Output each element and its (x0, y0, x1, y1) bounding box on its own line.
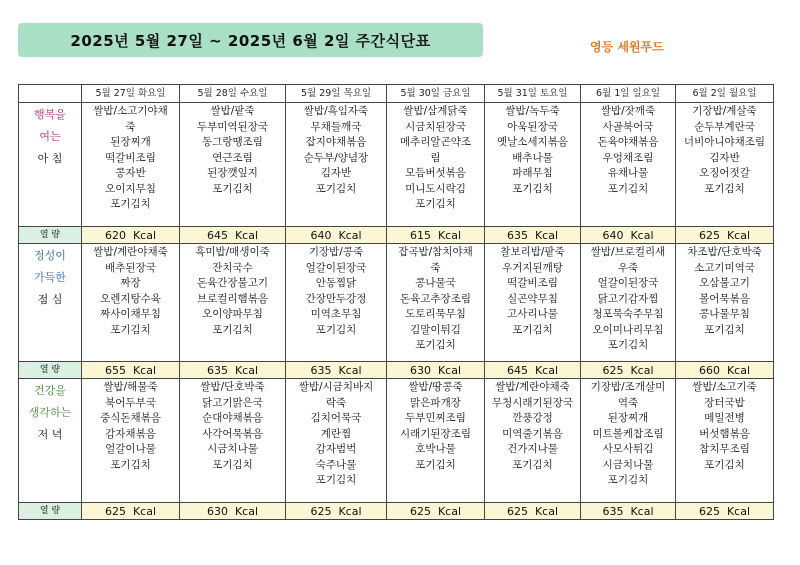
dish-item: 배추된장국 (105, 261, 156, 274)
menu-cell (676, 244, 774, 362)
dish-item: 간장만두강정 (305, 292, 367, 305)
kcal-value: 625 Kcal (485, 503, 581, 520)
menu-cell (676, 379, 774, 503)
day-header: 5월 27일 화요일 (82, 85, 180, 103)
dish-item: 파래무침 (512, 167, 553, 179)
dish-item: 포기김치 (607, 339, 649, 351)
kcal-label: 열 량 (19, 227, 82, 244)
dish-item: 실곤약무침 (507, 292, 558, 305)
dish-item: 돈육간장불고기 (196, 277, 268, 289)
dish-item: 잡곡밥/참치야채 (398, 246, 473, 258)
dish-item: 포기김치 (704, 182, 745, 195)
dish-item: 쌀밥/계란야채죽 (93, 246, 168, 258)
dish-item: 메밀전병 (704, 412, 745, 424)
dish-item: 된장깻잎지 (207, 167, 258, 179)
dish-item: 포기김치 (315, 474, 357, 486)
dish-item: 미트볼케찹조림 (592, 427, 664, 440)
dish-item: 쌀밥/땅콩죽 (408, 381, 463, 393)
dish-item: 장터국밥 (704, 396, 745, 409)
dish-item: 림 (430, 151, 441, 164)
dish-item: 포기김치 (607, 182, 649, 195)
meal-label-line: 가득한 (34, 271, 66, 284)
menu-cell (676, 103, 774, 227)
dish-item: 콩나물국 (415, 277, 456, 289)
company-name: 영등 세원푸드 (590, 40, 664, 54)
dish-item: 도토리묵무침 (405, 308, 466, 320)
kcal-value: 635 Kcal (581, 503, 676, 520)
dish-item: 잔치국수 (212, 261, 253, 274)
dish-item: 기장밥/콩죽 (308, 246, 364, 258)
menu-cell (180, 244, 286, 362)
dish-item: 포기김치 (110, 198, 151, 210)
dish-item: 북어두부국 (105, 396, 156, 409)
dish-item: 쌀밥/녹두죽 (505, 105, 560, 117)
dish-item: 두부미역된장국 (196, 120, 268, 133)
kcal-value: 630 Kcal (387, 362, 485, 379)
kcal-value: 630 Kcal (180, 503, 286, 520)
dish-item: 호박나물 (415, 443, 456, 455)
dish-item: 기장밥/조개살미 (590, 381, 666, 393)
menu-cell (286, 244, 387, 362)
kcal-value: 655 Kcal (82, 362, 180, 379)
dish-item: 포기김치 (212, 182, 253, 195)
dish-item: 포기김치 (607, 474, 649, 486)
dish-item: 포기김치 (415, 339, 456, 351)
menu-cell (82, 103, 180, 227)
dish-item: 우엉채조림 (602, 151, 654, 164)
kcal-value: 640 Kcal (581, 227, 676, 244)
dish-item: 짜장 (120, 277, 141, 289)
menu-cell (387, 379, 485, 503)
dish-item: 포기김치 (704, 458, 745, 471)
dish-item: 순두부/양념장 (303, 151, 369, 164)
kcal-value: 615 Kcal (387, 227, 485, 244)
dish-item: 쌀밥/소고기야채 (93, 105, 168, 117)
dish-item: 오렌지탕수육 (100, 292, 161, 305)
day-header: 5월 29일 목요일 (286, 85, 387, 103)
dish-item: 콩자반 (115, 167, 146, 179)
kcal-value: 625 Kcal (676, 503, 774, 520)
dish-item: 떡갈비조림 (507, 277, 558, 289)
dish-item: 배추나물 (512, 151, 553, 164)
kcal-row (19, 503, 774, 520)
dish-item: 미니도시락김 (405, 182, 466, 195)
meal-label-line: 행복을 (34, 108, 66, 121)
dish-item: 숙주나물 (315, 458, 357, 471)
dish-item: 역죽 (617, 396, 639, 409)
kcal-label: 열 량 (19, 503, 82, 520)
dish-item: 소고기미역국 (694, 261, 755, 274)
dish-item: 감자채볶음 (105, 427, 156, 440)
dish-item: 미역줄기볶음 (502, 427, 563, 440)
menu-cell (180, 379, 286, 503)
dish-item: 시래기된장조림 (399, 427, 471, 440)
dish-item: 된장찌개 (607, 412, 649, 424)
meal-label (19, 244, 82, 362)
meal-row (19, 103, 774, 227)
dish-item: 쌀밥/소고기죽 (692, 381, 757, 393)
menu-cell (581, 379, 676, 503)
dish-item: 떡갈비조림 (105, 151, 156, 164)
meal-label-line: 점 심 (37, 293, 63, 306)
kcal-row (19, 362, 774, 379)
dish-item: 짜사이채무침 (100, 308, 161, 320)
dish-item: 순두부계란국 (694, 120, 755, 133)
kcal-value: 625 Kcal (82, 503, 180, 520)
menu-cell (485, 103, 581, 227)
dish-item: 쌀밥/해물죽 (103, 381, 158, 393)
menu-cell (485, 244, 581, 362)
meal-label-line: 정성이 (34, 249, 66, 262)
kcal-value: 635 Kcal (286, 362, 387, 379)
kcal-value: 635 Kcal (485, 227, 581, 244)
dish-item: 순대야채볶음 (202, 412, 263, 424)
dish-item: 오징어젓갈 (699, 167, 750, 179)
dish-item: 오이미나리무침 (592, 323, 664, 336)
dish-item: 쌀밥/흑임자죽 (303, 105, 369, 117)
meal-label-line: 생각하는 (28, 406, 72, 419)
dish-item: 차조밥/단호박죽 (687, 246, 762, 258)
dish-item: 포기김치 (212, 458, 253, 471)
dish-item: 포기김치 (512, 323, 553, 336)
dish-item: 동그랑땡조림 (202, 136, 263, 148)
dish-item: 얼갈이된장국 (597, 277, 659, 289)
dish-item: 유채나물 (607, 167, 649, 179)
dish-item: 시금치나물 (602, 458, 654, 471)
dish-item: 감자범벅 (315, 443, 357, 455)
menu-cell (82, 379, 180, 503)
menu-cell (286, 103, 387, 227)
kcal-value: 625 Kcal (286, 503, 387, 520)
dish-item: 맑은파개장 (410, 396, 461, 409)
dish-item: 포기김치 (704, 323, 745, 336)
dish-item: 김치어묵국 (310, 412, 362, 424)
dish-item: 연근조림 (212, 151, 253, 164)
dish-item: 계란찜 (320, 427, 352, 440)
dish-item: 버섯햄볶음 (699, 427, 750, 440)
dish-item: 돈육야채볶음 (597, 136, 659, 148)
dish-item: 시금치된장국 (405, 120, 466, 133)
meal-row (19, 244, 774, 362)
dish-item: 우죽 (617, 261, 639, 274)
corner-cell (19, 85, 82, 103)
dish-item: 김자반 (320, 167, 352, 179)
day-header: 5월 30일 금요일 (387, 85, 485, 103)
kcal-value: 645 Kcal (485, 362, 581, 379)
kcal-value: 640 Kcal (286, 227, 387, 244)
dish-item: 쌀밥/브로컬리새 (590, 246, 666, 258)
dish-item: 오이지무침 (105, 182, 156, 195)
dish-item: 너비아니야채조림 (683, 136, 766, 148)
day-header-row (19, 85, 774, 103)
menu-cell (485, 379, 581, 503)
dish-item: 메추리알곤약조 (399, 136, 471, 148)
kcal-value: 635 Kcal (180, 362, 286, 379)
kcal-label: 열 량 (19, 362, 82, 379)
dish-item: 쌀밥/단호박죽 (200, 381, 265, 393)
dish-item: 포기김치 (415, 198, 456, 210)
dish-item: 쌀밥/시금치바지 (298, 381, 374, 393)
dish-item: 깐풍강정 (512, 412, 553, 424)
kcal-value: 625 Kcal (387, 503, 485, 520)
weekly-menu-table (18, 84, 774, 520)
meal-label-line: 여는 (39, 130, 61, 143)
dish-item: 포기김치 (315, 323, 357, 336)
dish-item: 찰보리밥/팥죽 (500, 246, 565, 258)
dish-item: 청포묵숙주무침 (592, 308, 664, 320)
dish-item: 오이양파무침 (202, 308, 263, 320)
dish-item: 기장밥/계살죽 (692, 105, 757, 117)
dish-item: 참치무조림 (699, 443, 750, 455)
dish-item: 쌀밥/삼계닭죽 (403, 105, 468, 117)
dish-item: 콩나물무침 (699, 308, 750, 320)
kcal-row (19, 227, 774, 244)
dish-item: 사골북어국 (602, 120, 654, 133)
dish-item: 사모사튀김 (602, 443, 654, 455)
dish-item: 건가지나물 (507, 443, 558, 455)
dish-item: 두부민찌조림 (405, 412, 466, 424)
dish-item: 포기김치 (110, 323, 151, 336)
dish-item: 우거지된깨탕 (502, 261, 563, 274)
meal-label-line: 건강을 (34, 384, 66, 397)
dish-item: 모듬버섯볶음 (405, 167, 466, 179)
dish-item: 얼갈이된장국 (305, 261, 367, 274)
meal-label (19, 379, 82, 503)
dish-item: 무채들깨국 (310, 120, 362, 133)
dish-item: 무청시래기된장국 (491, 396, 574, 409)
dish-item: 오삼불고기 (699, 277, 750, 289)
menu-cell (180, 103, 286, 227)
dish-item: 고사리나물 (507, 308, 558, 320)
dish-item: 사각어묵볶음 (202, 427, 263, 440)
dish-item: 포기김치 (315, 182, 357, 195)
dish-item: 돈육고추장조림 (399, 292, 471, 305)
dish-item: 잡지야채볶음 (305, 136, 367, 148)
dish-item: 흑미밥/매생이죽 (195, 246, 270, 258)
day-header: 5월 31일 토요일 (485, 85, 581, 103)
dish-item: 쌀밥/계란야채죽 (495, 381, 570, 393)
kcal-value: 625 Kcal (581, 362, 676, 379)
meal-label-line: 저 녁 (37, 428, 63, 441)
menu-cell (387, 103, 485, 227)
dish-item: 죽 (125, 120, 136, 133)
day-header: 5월 28일 수요일 (180, 85, 286, 103)
kcal-value: 645 Kcal (180, 227, 286, 244)
meal-row (19, 379, 774, 503)
day-header: 6월 2일 월요일 (676, 85, 774, 103)
page-title: 2025년 5월 27일 ~ 2025년 6월 2일 주간식단표 (18, 23, 483, 57)
dish-item: 김자반 (709, 151, 740, 164)
dish-item: 죽 (430, 261, 441, 274)
dish-item: 쌀밥/팥죽 (210, 105, 255, 117)
dish-item: 시금치나물 (207, 443, 258, 455)
dish-item: 락죽 (325, 396, 347, 409)
day-header: 6월 1일 일요일 (581, 85, 676, 103)
dish-item: 포기김치 (512, 458, 553, 471)
dish-item: 볼어묵볶음 (699, 292, 750, 305)
dish-item: 김말이튀김 (410, 323, 461, 336)
dish-item: 브로컬리햄볶음 (196, 292, 268, 305)
dish-item: 포기김치 (415, 458, 456, 471)
dish-item: 된장찌개 (110, 136, 151, 148)
dish-item: 얼갈이나물 (105, 443, 156, 455)
dish-item: 쌀밥/잣깨죽 (600, 105, 656, 117)
dish-item: 닭고기맑은국 (202, 396, 263, 409)
kcal-value: 660 Kcal (676, 362, 774, 379)
kcal-value: 620 Kcal (82, 227, 180, 244)
dish-item: 포기김치 (110, 458, 151, 471)
menu-cell (581, 244, 676, 362)
meal-label-line: 아 침 (37, 152, 63, 165)
dish-item: 중식돈채볶음 (100, 412, 161, 424)
menu-cell (82, 244, 180, 362)
dish-item: 아욱된장국 (507, 120, 558, 133)
dish-item: 미역초무침 (310, 308, 362, 320)
menu-cell (387, 244, 485, 362)
dish-item: 포기김치 (212, 323, 253, 336)
menu-cell (286, 379, 387, 503)
meal-label (19, 103, 82, 227)
kcal-value: 625 Kcal (676, 227, 774, 244)
dish-item: 옛날소세지볶음 (496, 136, 568, 148)
dish-item: 포기김치 (512, 182, 553, 195)
dish-item: 닭고기감자찜 (597, 292, 659, 305)
dish-item: 안동찜닭 (315, 277, 357, 289)
menu-cell (581, 103, 676, 227)
